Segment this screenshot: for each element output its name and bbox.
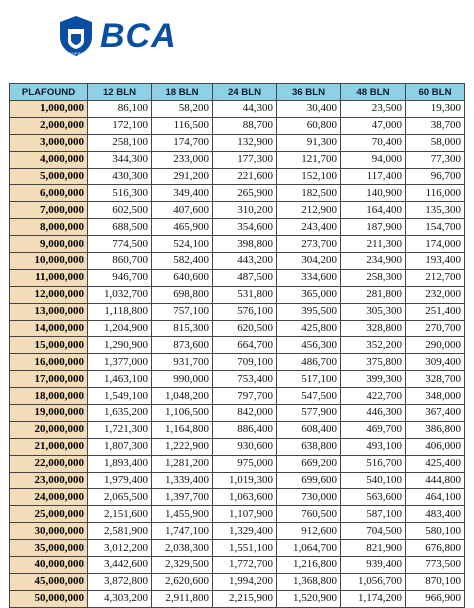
installment-cell: 174,700 xyxy=(152,134,213,151)
installment-cell: 774,500 xyxy=(88,236,152,253)
installment-cell: 305,300 xyxy=(341,303,406,320)
header-plafound: PLAFOUND xyxy=(10,84,88,101)
installment-cell: 698,800 xyxy=(152,286,213,303)
installment-cell: 334,600 xyxy=(277,269,341,286)
table-row xyxy=(10,117,465,134)
installment-cell: 587,100 xyxy=(341,506,406,523)
plafond-cell: 9,000,000 xyxy=(10,236,88,253)
installment-cell: 1,216,800 xyxy=(277,557,341,574)
table-row xyxy=(10,455,465,472)
installment-cell: 177,300 xyxy=(213,151,277,168)
installment-cell: 580,100 xyxy=(406,523,465,540)
installment-cell: 60,800 xyxy=(277,117,341,134)
installment-cell: 669,200 xyxy=(277,455,341,472)
installment-cell: 582,400 xyxy=(152,253,213,270)
installment-cell: 38,700 xyxy=(406,117,465,134)
installment-cell: 96,700 xyxy=(406,168,465,185)
header-36-bln: 36 BLN xyxy=(277,84,341,101)
installment-cell: 91,300 xyxy=(277,134,341,151)
table-row xyxy=(10,202,465,219)
installment-cell: 1,019,300 xyxy=(213,472,277,489)
plafond-cell: 21,000,000 xyxy=(10,438,88,455)
installment-cell: 152,100 xyxy=(277,168,341,185)
header-60-bln: 60 BLN xyxy=(406,84,465,101)
installment-cell: 187,900 xyxy=(341,219,406,236)
installment-cell: 86,100 xyxy=(88,101,152,118)
installment-cell: 1,063,600 xyxy=(213,489,277,506)
installment-cell: 58,200 xyxy=(152,101,213,118)
table-row xyxy=(10,489,465,506)
installment-cell: 1,118,800 xyxy=(88,303,152,320)
installment-table xyxy=(9,83,465,608)
table-row xyxy=(10,506,465,523)
installment-cell: 2,911,800 xyxy=(152,590,213,607)
installment-cell: 30,400 xyxy=(277,101,341,118)
installment-cell: 309,400 xyxy=(406,354,465,371)
installment-cell: 233,000 xyxy=(152,151,213,168)
installment-cell: 70,400 xyxy=(341,134,406,151)
installment-cell: 2,581,900 xyxy=(88,523,152,540)
installment-cell: 577,900 xyxy=(277,405,341,422)
installment-cell: 291,200 xyxy=(152,168,213,185)
installment-cell: 398,800 xyxy=(213,236,277,253)
installment-cell: 116,000 xyxy=(406,185,465,202)
installment-cell: 94,000 xyxy=(341,151,406,168)
installment-cell: 2,329,500 xyxy=(152,557,213,574)
installment-cell: 44,300 xyxy=(213,101,277,118)
installment-cell: 349,400 xyxy=(152,185,213,202)
table-row xyxy=(10,185,465,202)
plafond-cell: 30,000,000 xyxy=(10,523,88,540)
installment-cell: 1,747,100 xyxy=(152,523,213,540)
installment-cell: 912,600 xyxy=(277,523,341,540)
installment-cell: 939,400 xyxy=(341,557,406,574)
table-row xyxy=(10,168,465,185)
installment-cell: 704,500 xyxy=(341,523,406,540)
installment-cell: 19,300 xyxy=(406,101,465,118)
header-12-bln: 12 BLN xyxy=(88,84,152,101)
installment-cell: 88,700 xyxy=(213,117,277,134)
installment-cell: 1,520,900 xyxy=(277,590,341,607)
installment-cell: 886,400 xyxy=(213,421,277,438)
installment-cell: 990,000 xyxy=(152,371,213,388)
header-18-bln: 18 BLN xyxy=(152,84,213,101)
installment-cell: 1,979,400 xyxy=(88,472,152,489)
plafond-cell: 3,000,000 xyxy=(10,134,88,151)
installment-cell: 2,151,600 xyxy=(88,506,152,523)
installment-cell: 709,100 xyxy=(213,354,277,371)
bca-logo xyxy=(58,14,177,58)
installment-cell: 352,200 xyxy=(341,337,406,354)
installment-cell: 407,600 xyxy=(152,202,213,219)
installment-cell: 493,100 xyxy=(341,438,406,455)
installment-cell: 1,329,400 xyxy=(213,523,277,540)
plafond-cell: 7,000,000 xyxy=(10,202,88,219)
brand-name: BCA xyxy=(100,17,177,55)
installment-cell: 265,900 xyxy=(213,185,277,202)
installment-cell: 930,600 xyxy=(213,438,277,455)
table-row xyxy=(10,421,465,438)
installment-cell: 273,700 xyxy=(277,236,341,253)
installment-cell: 211,300 xyxy=(341,236,406,253)
installment-cell: 516,700 xyxy=(341,455,406,472)
installment-cell: 1,721,300 xyxy=(88,421,152,438)
installment-cell: 870,100 xyxy=(406,573,465,590)
installment-cell: 1,290,900 xyxy=(88,337,152,354)
installment-cell: 486,700 xyxy=(277,354,341,371)
installment-cell: 234,900 xyxy=(341,253,406,270)
installment-cell: 730,000 xyxy=(277,489,341,506)
installment-cell: 1,164,800 xyxy=(152,421,213,438)
installment-cell: 182,500 xyxy=(277,185,341,202)
installment-cell: 290,000 xyxy=(406,337,465,354)
installment-cell: 547,500 xyxy=(277,388,341,405)
installment-cell: 773,500 xyxy=(406,557,465,574)
installment-cell: 1,463,100 xyxy=(88,371,152,388)
plafond-cell: 5,000,000 xyxy=(10,168,88,185)
installment-cell: 1,106,500 xyxy=(152,405,213,422)
installment-cell: 931,700 xyxy=(152,354,213,371)
installment-cell: 1,056,700 xyxy=(341,573,406,590)
installment-cell: 23,500 xyxy=(341,101,406,118)
table-row xyxy=(10,337,465,354)
installment-cell: 664,700 xyxy=(213,337,277,354)
installment-cell: 1,368,800 xyxy=(277,573,341,590)
installment-cell: 132,900 xyxy=(213,134,277,151)
installment-cell: 640,600 xyxy=(152,269,213,286)
plafond-cell: 12,000,000 xyxy=(10,286,88,303)
installment-cell: 251,400 xyxy=(406,303,465,320)
installment-cell: 344,300 xyxy=(88,151,152,168)
plafond-cell: 18,000,000 xyxy=(10,388,88,405)
installment-cell: 386,800 xyxy=(406,421,465,438)
plafond-cell: 23,000,000 xyxy=(10,472,88,489)
installment-cell: 174,000 xyxy=(406,236,465,253)
installment-cell: 172,100 xyxy=(88,117,152,134)
installment-cell: 1,222,900 xyxy=(152,438,213,455)
installment-cell: 365,000 xyxy=(277,286,341,303)
plafond-cell: 16,000,000 xyxy=(10,354,88,371)
installment-cell: 517,100 xyxy=(277,371,341,388)
installment-cell: 232,000 xyxy=(406,286,465,303)
installment-cell: 757,100 xyxy=(152,303,213,320)
installment-cell: 688,500 xyxy=(88,219,152,236)
installment-cell: 354,600 xyxy=(213,219,277,236)
table-row xyxy=(10,269,465,286)
installment-cell: 1,339,400 xyxy=(152,472,213,489)
installment-cell: 2,620,600 xyxy=(152,573,213,590)
plafond-cell: 17,000,000 xyxy=(10,371,88,388)
installment-cell: 821,900 xyxy=(341,540,406,557)
plafond-cell: 24,000,000 xyxy=(10,489,88,506)
header-48-bln: 48 BLN xyxy=(341,84,406,101)
installment-cell: 540,100 xyxy=(341,472,406,489)
header-24-bln: 24 BLN xyxy=(213,84,277,101)
installment-cell: 2,215,900 xyxy=(213,590,277,607)
installment-cell: 1,549,100 xyxy=(88,388,152,405)
table-row xyxy=(10,523,465,540)
table-row xyxy=(10,573,465,590)
installment-cell: 117,400 xyxy=(341,168,406,185)
installment-cell: 140,900 xyxy=(341,185,406,202)
installment-cell: 446,300 xyxy=(341,405,406,422)
installment-cell: 531,800 xyxy=(213,286,277,303)
installment-cell: 258,100 xyxy=(88,134,152,151)
plafond-cell: 15,000,000 xyxy=(10,337,88,354)
installment-cell: 1,107,900 xyxy=(213,506,277,523)
installment-cell: 2,065,500 xyxy=(88,489,152,506)
installment-cell: 464,100 xyxy=(406,489,465,506)
installment-cell: 116,500 xyxy=(152,117,213,134)
installment-cell: 1,551,100 xyxy=(213,540,277,557)
table-row xyxy=(10,134,465,151)
installment-cell: 873,600 xyxy=(152,337,213,354)
installment-cell: 483,400 xyxy=(406,506,465,523)
installment-cell: 328,700 xyxy=(406,371,465,388)
installment-cell: 430,300 xyxy=(88,168,152,185)
installment-cell: 212,900 xyxy=(277,202,341,219)
installment-cell: 1,064,700 xyxy=(277,540,341,557)
installment-cell: 3,012,200 xyxy=(88,540,152,557)
installment-cell: 47,000 xyxy=(341,117,406,134)
installment-cell: 465,900 xyxy=(152,219,213,236)
installment-cell: 753,400 xyxy=(213,371,277,388)
installment-cell: 135,300 xyxy=(406,202,465,219)
plafond-cell: 40,000,000 xyxy=(10,557,88,574)
installment-cell: 1,807,300 xyxy=(88,438,152,455)
plafond-cell: 20,000,000 xyxy=(10,421,88,438)
installment-cell: 154,700 xyxy=(406,219,465,236)
installment-cell: 1,281,200 xyxy=(152,455,213,472)
installment-cell: 1,455,900 xyxy=(152,506,213,523)
installment-cell: 443,200 xyxy=(213,253,277,270)
installment-cell: 1,994,200 xyxy=(213,573,277,590)
installment-cell: 676,800 xyxy=(406,540,465,557)
installment-cell: 620,500 xyxy=(213,320,277,337)
installment-cell: 797,700 xyxy=(213,388,277,405)
table-row xyxy=(10,557,465,574)
plafond-cell: 45,000,000 xyxy=(10,573,88,590)
table-header-row xyxy=(10,84,465,101)
installment-cell: 638,800 xyxy=(277,438,341,455)
plafond-cell: 13,000,000 xyxy=(10,303,88,320)
table-row xyxy=(10,253,465,270)
bca-emblem-icon xyxy=(58,15,94,57)
installment-cell: 304,200 xyxy=(277,253,341,270)
installment-table-container xyxy=(9,83,464,608)
installment-cell: 1,893,400 xyxy=(88,455,152,472)
table-row xyxy=(10,354,465,371)
installment-cell: 1,397,700 xyxy=(152,489,213,506)
installment-cell: 1,032,700 xyxy=(88,286,152,303)
plafond-cell: 8,000,000 xyxy=(10,219,88,236)
plafond-cell: 35,000,000 xyxy=(10,540,88,557)
installment-cell: 760,500 xyxy=(277,506,341,523)
plafond-cell: 11,000,000 xyxy=(10,269,88,286)
plafond-cell: 14,000,000 xyxy=(10,320,88,337)
installment-cell: 975,000 xyxy=(213,455,277,472)
installment-cell: 270,700 xyxy=(406,320,465,337)
installment-cell: 422,700 xyxy=(341,388,406,405)
installment-cell: 281,800 xyxy=(341,286,406,303)
installment-cell: 469,700 xyxy=(341,421,406,438)
installment-cell: 1,772,700 xyxy=(213,557,277,574)
installment-cell: 2,038,300 xyxy=(152,540,213,557)
installment-cell: 860,700 xyxy=(88,253,152,270)
table-row xyxy=(10,286,465,303)
installment-cell: 221,600 xyxy=(213,168,277,185)
plafond-cell: 22,000,000 xyxy=(10,455,88,472)
installment-cell: 212,700 xyxy=(406,269,465,286)
installment-cell: 456,300 xyxy=(277,337,341,354)
installment-cell: 4,303,200 xyxy=(88,590,152,607)
installment-cell: 3,442,600 xyxy=(88,557,152,574)
installment-cell: 563,600 xyxy=(341,489,406,506)
installment-cell: 444,800 xyxy=(406,472,465,489)
installment-cell: 815,300 xyxy=(152,320,213,337)
installment-cell: 77,300 xyxy=(406,151,465,168)
installment-cell: 516,300 xyxy=(88,185,152,202)
installment-cell: 164,400 xyxy=(341,202,406,219)
installment-cell: 258,300 xyxy=(341,269,406,286)
table-row xyxy=(10,438,465,455)
installment-cell: 310,200 xyxy=(213,202,277,219)
table-row xyxy=(10,151,465,168)
installment-cell: 193,400 xyxy=(406,253,465,270)
logo-tagline: GRUP BCA xyxy=(66,52,86,56)
installment-cell: 367,400 xyxy=(406,405,465,422)
installment-cell: 395,500 xyxy=(277,303,341,320)
plafond-cell: 2,000,000 xyxy=(10,117,88,134)
installment-cell: 966,900 xyxy=(406,590,465,607)
table-row xyxy=(10,472,465,489)
table-row xyxy=(10,405,465,422)
table-row xyxy=(10,371,465,388)
table-row xyxy=(10,303,465,320)
installment-cell: 375,800 xyxy=(341,354,406,371)
table-row xyxy=(10,388,465,405)
table-row xyxy=(10,590,465,607)
installment-cell: 58,000 xyxy=(406,134,465,151)
plafond-cell: 6,000,000 xyxy=(10,185,88,202)
plafond-cell: 25,000,000 xyxy=(10,506,88,523)
table-row xyxy=(10,219,465,236)
installment-cell: 121,700 xyxy=(277,151,341,168)
installment-cell: 243,400 xyxy=(277,219,341,236)
installment-cell: 576,100 xyxy=(213,303,277,320)
installment-cell: 524,100 xyxy=(152,236,213,253)
installment-cell: 1,635,200 xyxy=(88,405,152,422)
installment-cell: 425,800 xyxy=(277,320,341,337)
installment-cell: 946,700 xyxy=(88,269,152,286)
table-row xyxy=(10,101,465,118)
plafond-cell: 10,000,000 xyxy=(10,253,88,270)
plafond-cell: 19,000,000 xyxy=(10,405,88,422)
plafond-cell: 1,000,000 xyxy=(10,101,88,118)
installment-cell: 425,400 xyxy=(406,455,465,472)
installment-cell: 1,048,200 xyxy=(152,388,213,405)
installment-cell: 1,377,000 xyxy=(88,354,152,371)
installment-cell: 328,800 xyxy=(341,320,406,337)
installment-cell: 699,600 xyxy=(277,472,341,489)
installment-cell: 842,000 xyxy=(213,405,277,422)
installment-cell: 348,000 xyxy=(406,388,465,405)
table-row xyxy=(10,540,465,557)
plafond-cell: 4,000,000 xyxy=(10,151,88,168)
installment-cell: 399,300 xyxy=(341,371,406,388)
table-row xyxy=(10,236,465,253)
installment-cell: 608,400 xyxy=(277,421,341,438)
installment-cell: 3,872,800 xyxy=(88,573,152,590)
installment-cell: 1,204,900 xyxy=(88,320,152,337)
installment-cell: 1,174,200 xyxy=(341,590,406,607)
table-row xyxy=(10,320,465,337)
installment-cell: 487,500 xyxy=(213,269,277,286)
plafond-cell: 50,000,000 xyxy=(10,590,88,607)
installment-cell: 406,000 xyxy=(406,438,465,455)
installment-cell: 602,500 xyxy=(88,202,152,219)
